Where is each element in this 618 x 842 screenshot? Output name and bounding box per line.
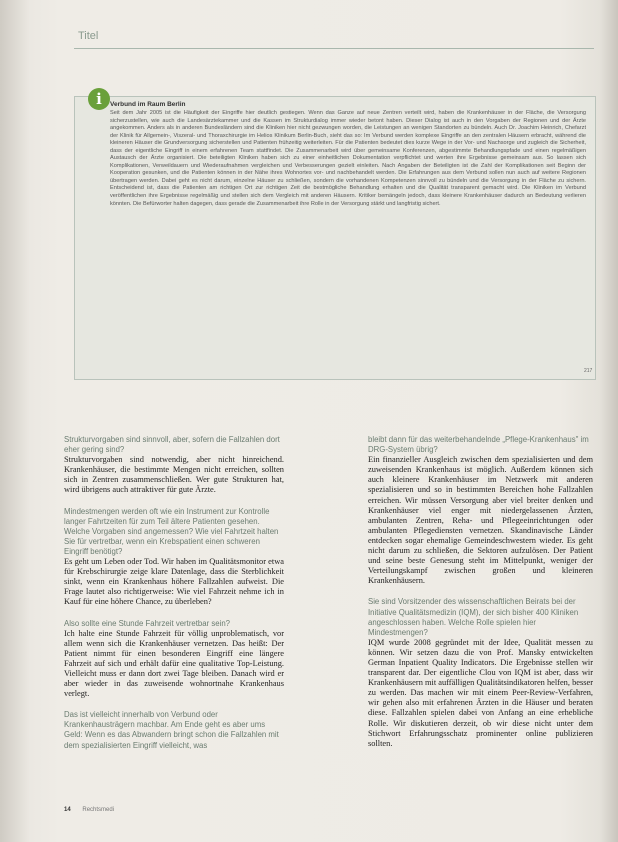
interview-question: Strukturvorgaben sind sinnvoll, aber, sofern die Fallzahlen dort eher gering sind? [64, 435, 280, 455]
right-column [368, 435, 593, 760]
interview-answer: Strukturvorgaben sind notwendig, aber nicht hinreichend. Krankenhäuser, die bestimmte Mengen nicht erreichen, sollten sich in Zentren zusammenschließen. Wer gute Strukturen hat, wird übrigens auch attraktiver für gute Ärzte. [64, 455, 284, 495]
interview-question: Also sollte eine Stunde Fahrzeit vertretbar sein? [64, 618, 230, 628]
infobox-reference: 217 [584, 368, 593, 374]
infobox-text: Seit dem Jahr 2005 ist die Häufigkeit der Eingriffe hier deutlich gestiegen. Wenn das Ganze auf neue Zentren verteilt wird, haben die Krankenhäuser in der Fläche, die Versorgung sicherzustellen, wie auch die Landesärztekammer und die Kassen im Strukturdialog immer wieder betont haben. Dieser Dialog ist auch in den Vorgaben der Regionen und der Ärzte angekommen. Anders als in anderen Bundesländern sind die Kliniken hier nicht gezwungen worden, die Leistungen an wenigen Standorten zu bündeln. Auch Dr. Joachim Heinrich, Chefarzt der Klinik für Allgemein-, Viszeral- und Thoraxchirurgie im Helios Klinikum Berlin-Buch, sieht das so: Im Verbund werden komplexe Eingriffe an den zentralen Häusern erbracht, während die kleineren Häuser die Grundversorgung sicherstellen und Patienten frühzeitig weiterleiten. Für die Patienten bedeutet dies kurze Wege in der Vor- und Nachsorge und zugleich die Sicherheit, dass der eigentliche Eingriff in einem erfahrenen Team stattfindet. Die Zusammenarbeit wird über gemeinsame Konferenzen, abgestimmte Behandlungspfade und einen regelmäßigen Austausch der Ärzte organisiert. Die beteiligten Kliniken haben sich zu einer einheitlichen Dokumentation verpflichtet und werten ihre Ergebnisse gemeinsam aus. So lassen sich Komplikationen, Verweildauern und Wiederaufnahmen vergleichen und Verbesserungen gezielt einleiten. Nach Angaben der Beteiligten ist die Zahl der Komplikationen seit Beginn der Kooperation gesunken, und die Patienten können in der Nähe ihres Wohnortes vor- und nachbehandelt werden. Die Erfahrungen aus dem Verbund sollen nun auch auf weitere Regionen übertragen werden. Dabei geht es nicht darum, einzelne Häuser zu schließen, sondern die vorhandenen Kompetenzen sinnvoll zu bündeln und die Versorgung in der Fläche zu sichern. Entscheidend ist, dass die Patienten am richtigen Ort zur richtigen Zeit die bestmögliche Behandlung erhalten und die Qualität transparent gemacht wird. Die Kliniken im Verbund veröffentlichen ihre Ergebnisse regelmäßig und stellen sich dem Vergleich mit anderen Häusern. Kritiker bemängeln jedoch, dass kleinere Krankenhäuser dadurch an Bedeutung verlieren könnten. Die Befürworter halten dagegen, dass gerade die Zusammenarbeit ihre Rolle in der Versorgung stärkt und langfristig sichert. [110, 110, 586, 207]
header-divider [74, 48, 594, 49]
interview-question: Das ist vielleicht innerhalb von Verbund oder Krankenhausträgern machbar. Am Ende geht es aber ums Geld: Wenn es das Abwandern bringt schon die Fallzahlen mit dem spezialisierten Eingriff vielleicht, was [64, 710, 279, 750]
interview-question: Mindestmengen werden oft wie ein Instrument zur Kontrolle langer Fahrtzeiten für zum Teil ältere Patienten gesehen. Welche Vorgaben sind angemessen? Wie viel Fahrtzeit halten Sie für vertretbar, wenn ein Krebspatient einen schweren Eingriff benötigt? [64, 506, 279, 556]
page-title: Titel [78, 30, 99, 42]
info-icon: i [88, 88, 110, 110]
interview-answer: Es geht um Leben oder Tod. Wir haben im Qualitätsmonitor etwa für Krebschirurgie zeige klare Datenlage, dass die Sterblichkeit sinkt, wenn ein Krankenhaus höhere Fallzahlen aufweist. Die Frage lautet also richtigerweise: Wie viel Fahrzeit nehme ich in Kauf für eine höhere Chance, zu überleben? [64, 557, 284, 607]
interview-question: Sie sind Vorsitzender des wissenschaftlichen Beirats bei der Initiative Qualitätsmedizin (IQM), der sich bisher 400 Kliniken angeschlossen haben. Welche Rolle spielen hier Mindestmengen? [368, 597, 579, 637]
interview-answer: IQM wurde 2008 gegründet mit der Idee, Qualität messen zu können. Wir setzen dazu die von Prof. Mansky entwickelten German Inpatient Quality Indicators. Die Ergebnisse stellen wir transparent dar. Der eigentliche Clou von IQM ist aber, dass wir Krankenhäusern mit auffälligen Qualitätsindikatoren helfen, besser zu werden. Das machen wir mit einem Peer-Review-Verfahren, wir gehen also mit erfahrenen Ärzten in die Häuser und beraten diese. Fallzahlen spielen dabei von Anfang an eine erhebliche Rolle. Wir diskutieren derzeit, ob wir diese nicht unter dem Stichwort Erfahrungsschatz prominenter online publizieren sollten. [368, 637, 593, 748]
interview-answer: Ich halte eine Stunde Fahrzeit für völlig unproblematisch, vor allem wenn sich die Krankenhäuser vernetzen. Das heißt: Der Patient nimmt für einen besonderen Eingriff eine längere Fahrzeit auf sich und erhält dafür eine qualitative Top-Leistung. Vielleicht muss er dann dort zwei Tage bleiben. Danach wird er aber wieder in das zuweisende wohnortnahe Krankenhaus verlegt. [64, 628, 284, 699]
page-number: 14 [64, 807, 71, 813]
publication-name: Rechtsmedi [82, 807, 115, 813]
interview-question: bleibt dann für das weiterbehandelnde „Pflege-Krankenhaus" im DRG-System übrig? [368, 435, 589, 455]
left-column [64, 435, 284, 751]
interview-answer: Ein finanzieller Ausgleich zwischen dem spezialisierten und dem zuweisenden Krankenhaus ist möglich. Außerdem können sich auch kleinere Krankenhäuser im Netzwerk mit anderen spezialisieren und so in bestimmten Bereichen hohe Fallzahlen erreichen. Wir müssen Versorgung aber viel breiter denken und Krankenhäuser viel enger mit niedergelassenen Ärzten, ambulanten Zentren, Reha- und Pflegeeinrichtungen oder ambulanten Pflegediensten vernetzen. Skandinavische Länder entdecken sogar ehemalige Gemeindeschwestern wieder. Es geht nicht darum zu schließen, die Sektoren aufzulösen. Der Patient und seine beste Genesung steht im Mittelpunkt, weniger der Verteilungskampf zwischen großen und kleineren Krankenhäusern. [368, 455, 593, 586]
page-footer [64, 807, 114, 813]
infobox-title: Verbund im Raum Berlin [110, 101, 186, 108]
